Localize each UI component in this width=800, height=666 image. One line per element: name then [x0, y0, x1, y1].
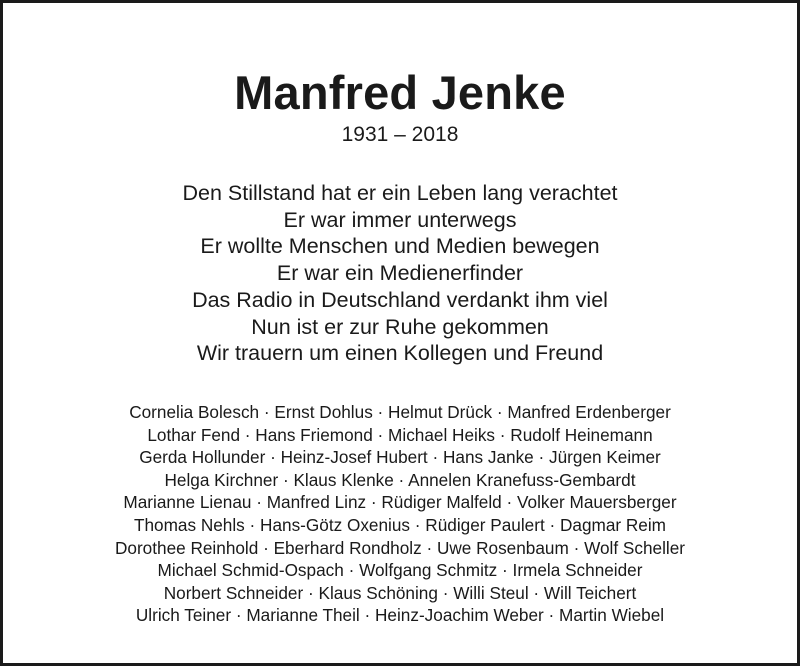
mourners-line: Lothar Fend · Hans Friemond · Michael Heiks · Rudolf Heinemann — [147, 424, 653, 445]
mourners-line: Marianne Lienau · Manfred Linz · Rüdiger Malfeld · Volker Mauersberger — [123, 492, 677, 513]
mourners-line: Norbert Schneider · Klaus Schöning · Willi Steul · Will Teichert — [163, 582, 637, 603]
mourners-line: Michael Schmid-Ospach · Wolfgang Schmitz · Irmela Schneider — [157, 560, 643, 581]
poem-line: Wir trauern um einen Kollegen und Freund — [196, 341, 604, 366]
life-dates: 1931 – 2018 — [341, 123, 459, 146]
deceased-name: Manfred Jenke — [234, 66, 566, 119]
mourners-line: Cornelia Bolesch · Ernst Dohlus · Helmut Drück · Manfred Erdenberger — [129, 402, 671, 422]
mourners-line: Ulrich Teiner · Marianne Theil · Heinz-Joachim Weber · Martin Wiebel — [135, 605, 665, 626]
poem-line: Er wollte Menschen und Medien bewegen — [200, 234, 600, 259]
mourners-line: Dorothee Reinhold · Eberhard Rondholz · Uwe Rosenbaum · Wolf Scheller — [114, 537, 685, 558]
poem-line: Nun ist er zur Ruhe gekommen — [251, 314, 549, 339]
poem-line: Den Stillstand hat er ein Leben lang verachtet — [182, 181, 618, 205]
mourners-line: Thomas Nehls · Hans-Götz Oxenius · Rüdiger Paulert · Dagmar Reim — [133, 514, 667, 535]
poem-line: Er war immer unterwegs — [283, 207, 517, 232]
memorial-poem — [3, 180, 797, 367]
mourners-line: Gerda Hollunder · Heinz-Josef Hubert · Hans Janke · Jürgen Keimer — [139, 447, 661, 468]
mourners-list — [3, 401, 797, 627]
mourners-line: Helga Kirchner · Klaus Klenke · Annelen Kranefuss-Gembardt — [164, 469, 636, 490]
poem-line: Das Radio in Deutschland verdankt ihm viel — [192, 287, 608, 312]
poem-line: Er war ein Medienerfinder — [276, 261, 524, 286]
